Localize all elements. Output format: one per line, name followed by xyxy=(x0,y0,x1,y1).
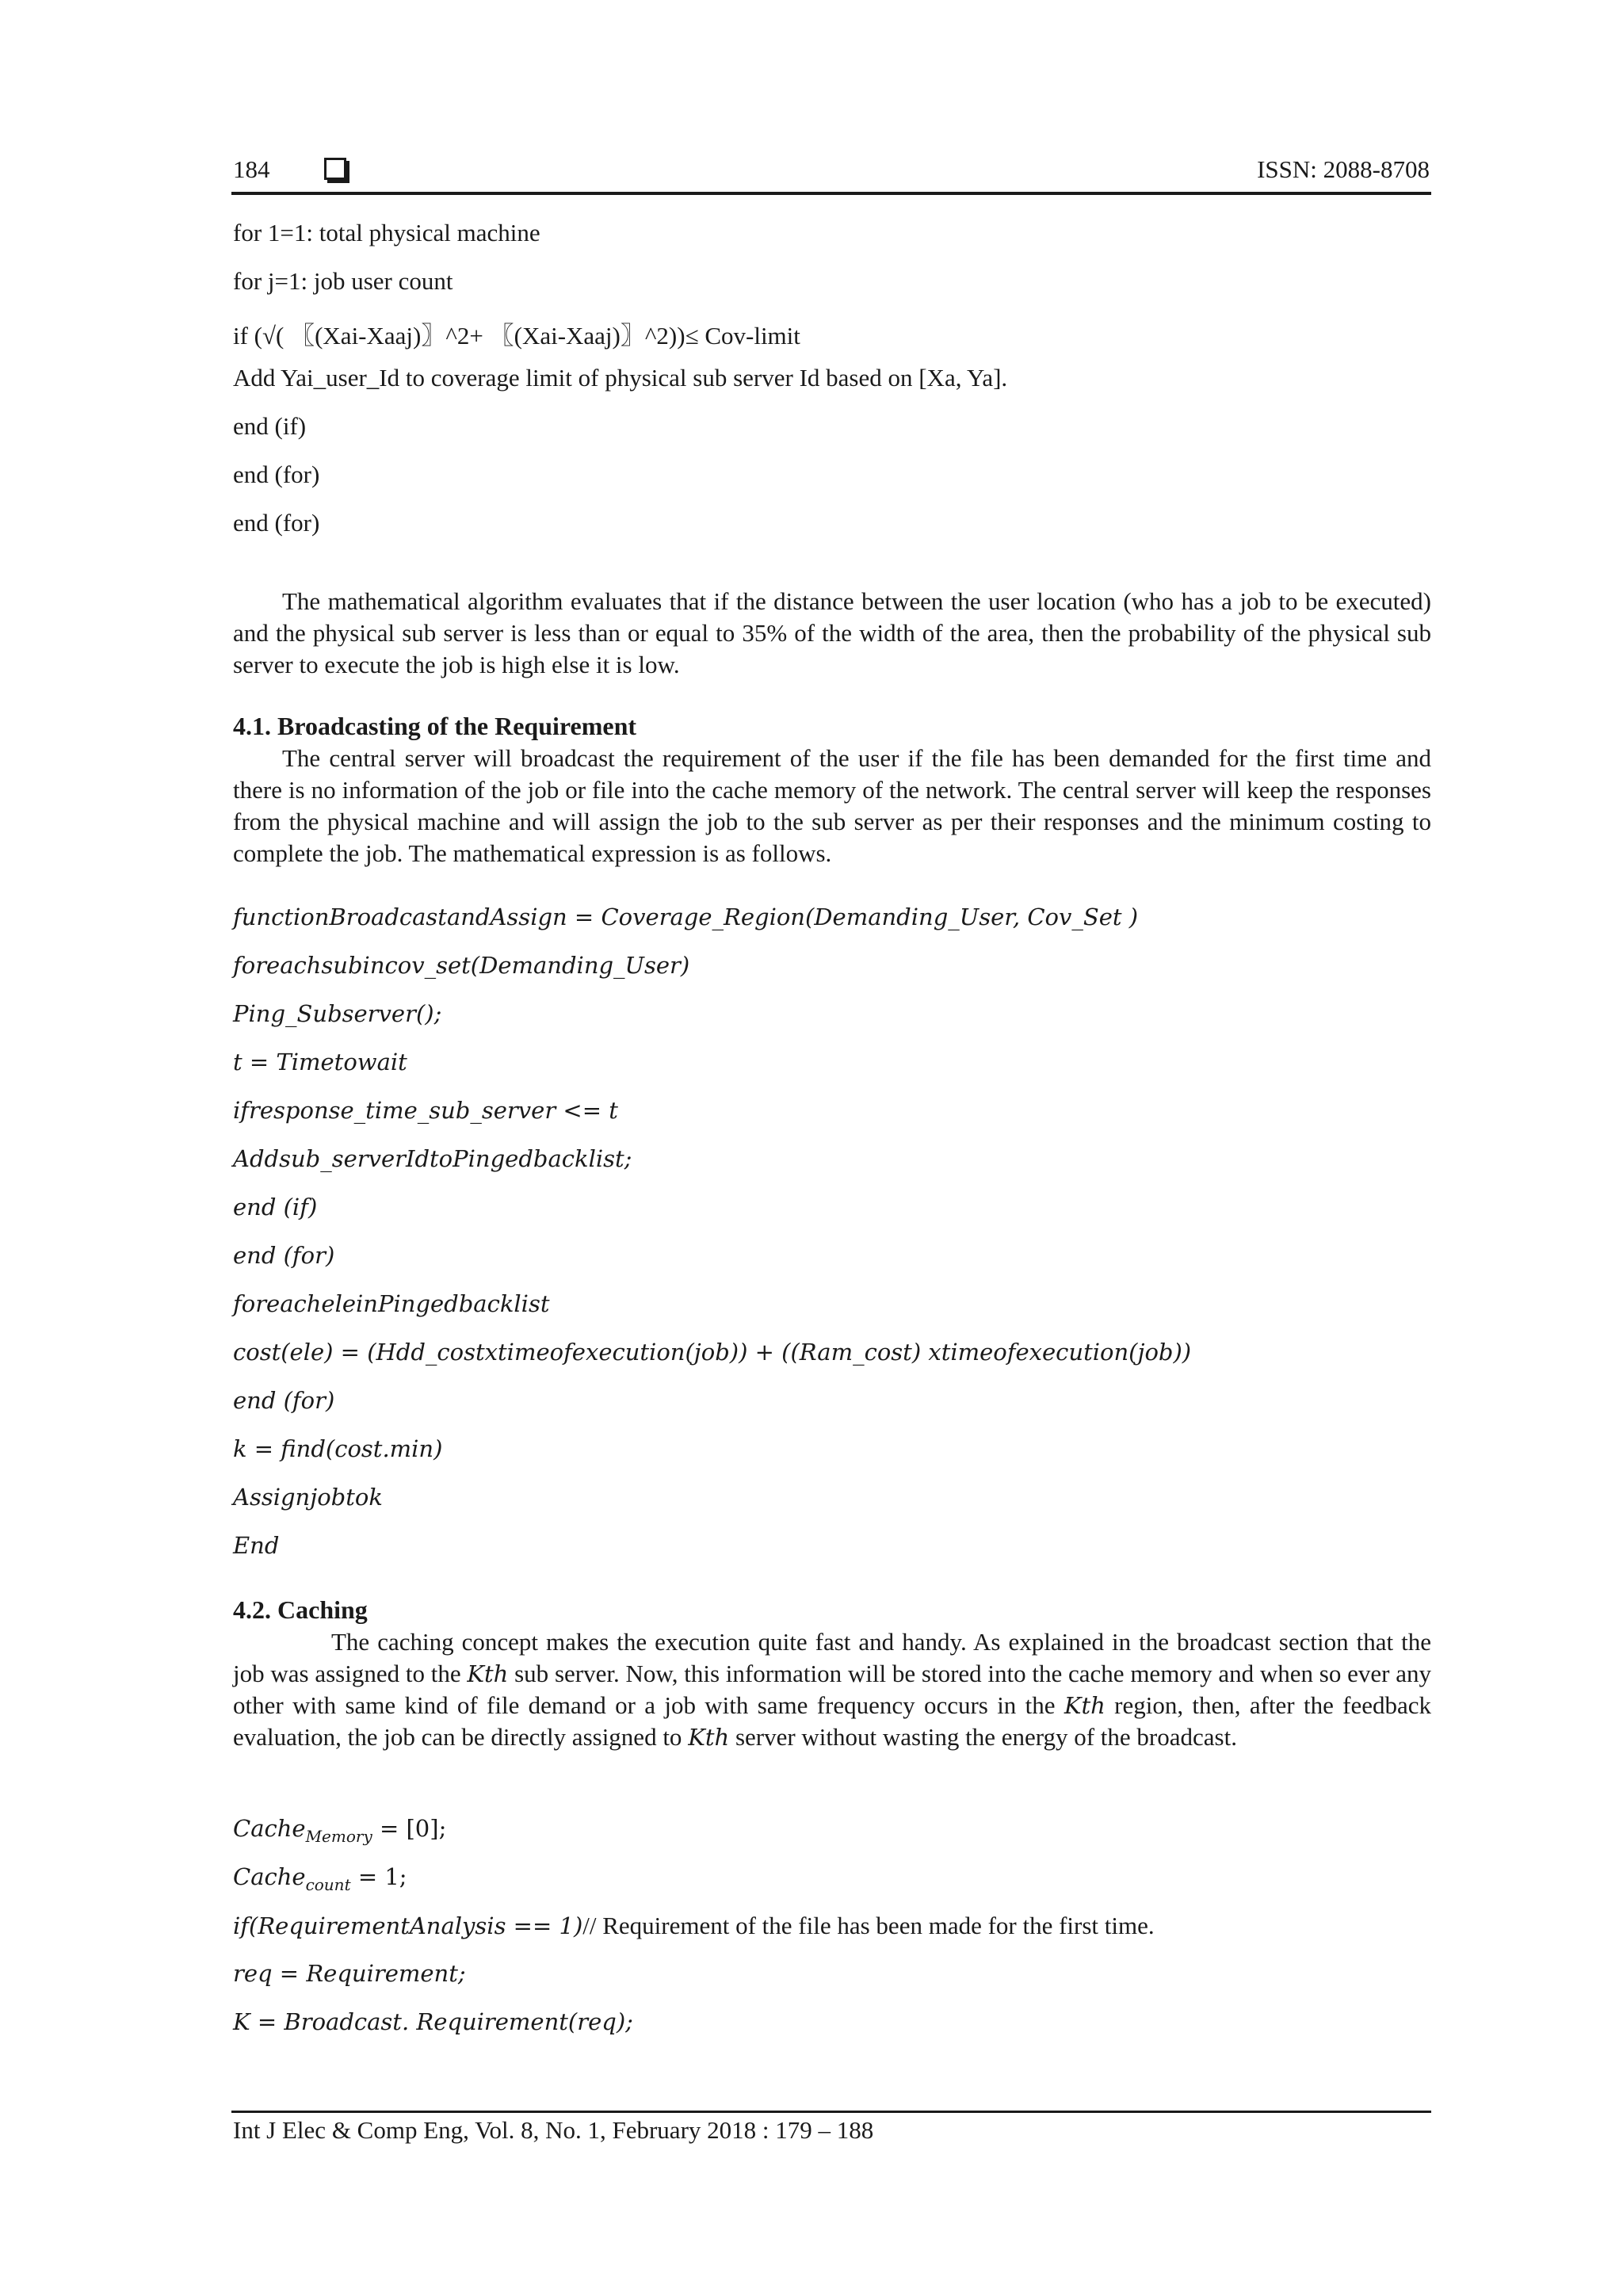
algo1-line: for 1=1: total physical machine xyxy=(233,219,540,246)
algo2-line: ifresponse_time_sub_server <= t xyxy=(233,1097,618,1124)
algo3-line-req: req = Requirement; xyxy=(233,1960,466,1987)
algo2-line: Ping_Subserver(); xyxy=(233,1000,442,1027)
text-run: sub server. Now, this information will be stored into the cache memory and when so ever any other with same kind of file demand or a job with same frequency occurs in the xyxy=(233,1660,1431,1719)
algo2-line: end (if) xyxy=(233,1194,318,1221)
section-heading-4-2: 4.2. Caching xyxy=(233,1595,368,1624)
header-rule xyxy=(231,192,1431,195)
comment-text: // Requirement of the file has been made for the first time. xyxy=(582,1912,1155,1939)
math-kth: Kth xyxy=(688,1724,730,1751)
algo1-line: Add Yai_user_Id to coverage limit of physical sub server Id based on [Xa, Ya]. xyxy=(233,364,1008,392)
math-kth: Kth xyxy=(1064,1692,1106,1719)
algo1-line: if (√( 〖(Xai-Xaaj)〗^2+ 〖(Xai-Xaaj)〗^2))≤ Cov-limit xyxy=(233,322,800,350)
math-base: Cache xyxy=(233,1863,306,1890)
algo2-line: Addsub_serverIdtoPingedbacklist; xyxy=(233,1145,632,1172)
algo3-line-cache-memory xyxy=(233,1815,446,1846)
math-expression: if(RequirementAnalysis == 1) xyxy=(233,1912,583,1939)
algo2-line: end (for) xyxy=(233,1387,335,1414)
algo2-line: foreachsubincov_set(Demanding_User) xyxy=(233,952,690,979)
algo3-line-broadcast: K = Broadcast. Requirement(req); xyxy=(233,2008,633,2035)
math-rest: = 1; xyxy=(350,1863,407,1890)
algo2-line: Assignjobtok xyxy=(233,1484,383,1511)
math-rest: = [0]; xyxy=(372,1815,447,1842)
math-base: Cache xyxy=(233,1815,306,1842)
math-subscript: Memory xyxy=(305,1827,372,1846)
algo3-line-if xyxy=(233,1912,1155,1940)
text-run: server without wasting the energy of the broadcast. xyxy=(729,1723,1237,1751)
algo2-line: t = Timetowait xyxy=(233,1049,407,1075)
issn-label: ISSN: 2088-8708 xyxy=(1257,155,1430,183)
journal-footer: Int J Elec & Comp Eng, Vol. 8, No. 1, February 2018 : 179 – 188 xyxy=(233,2116,874,2144)
paragraph-text: The mathematical algorithm evaluates that if the distance between the user location (who has a job to be executed) and the physical sub server is less than or equal to 35% of the width of the area, then the probability of the physical sub server to execute the job is high else it is low. xyxy=(233,587,1431,678)
algo2-line: foreacheleinPingedbacklist xyxy=(233,1290,550,1317)
algo2-line: end (for) xyxy=(233,1242,335,1269)
page-number: 184 xyxy=(233,155,270,183)
algo1-line: end (for) xyxy=(233,509,320,537)
algo2-line: cost(ele) = (Hdd_costxtimeofexecution(job)) + ((Ram_cost) xtimeofexecution(job)) xyxy=(233,1339,1192,1366)
paragraph-distance-evaluation xyxy=(233,586,1431,681)
algo1-line: end (for) xyxy=(233,460,320,488)
paragraph-text: The central server will broadcast the requirement of the user if the file has been demanded for the first time and there is no information of the job or file into the cache memory of the network. The central server will keep the responses from the physical machine and will assign the job to the sub server as per their responses and the minimum costing to complete the job. The mathematical expression is as follows. xyxy=(233,744,1431,867)
text-run: The caching concept makes the execution quite fast and handy. As explained in the broadcast section that the job was assigned to the xyxy=(233,1628,1431,1687)
section-4-2-paragraph xyxy=(233,1626,1431,1753)
algo1-line: end (if) xyxy=(233,412,307,440)
text-run: region, then, after the feedback evaluation, the job can be directly assigned to xyxy=(233,1691,1432,1751)
algo2-line: functionBroadcastandAssign = Coverage_Region(Demanding_User, Cov_Set ) xyxy=(233,904,1139,930)
algo1-line: for j=1: job user count xyxy=(233,267,453,295)
section-4-1-paragraph xyxy=(233,743,1431,869)
algo2-line: k = find(cost.min) xyxy=(233,1435,443,1462)
algo3-line-cache-count xyxy=(233,1863,407,1894)
math-subscript: count xyxy=(305,1875,351,1894)
algo2-line: End xyxy=(233,1532,280,1559)
checkbox-square-icon xyxy=(324,158,346,180)
section-heading-4-1: 4.1. Broadcasting of the Requirement xyxy=(233,712,637,740)
math-kth: Kth xyxy=(467,1660,509,1687)
paragraph-text xyxy=(233,1626,1431,1753)
footer-rule xyxy=(231,2111,1431,2113)
